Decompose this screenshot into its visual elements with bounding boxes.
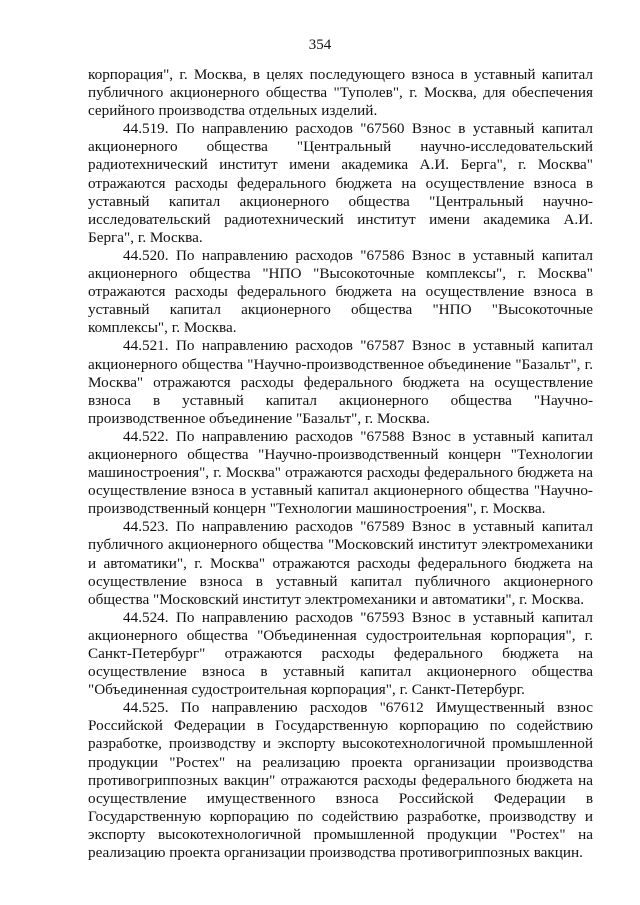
paragraph-44-521: 44.521. По направлению расходов "67587 Взнос в уставный капитал акционерного общества "Научно-производственное объединение "Базальт", г. Москва" отражаются расходы федерального бюджета на осуществление взноса в уставный капитал акционерного общества "Научно-производственное объединение "Базальт", г. Москва. xyxy=(88,337,593,427)
document-body xyxy=(88,66,593,862)
paragraph-44-525: 44.525. По направлению расходов "67612 Имущественный взнос Российской Федерации в Государственную корпорацию по содействию разработке, производству и экспорту высокотехнологичной промышленной продукции "Ростех" на реализацию проекта организации производства противогриппозных вакцин" отражаются расходы федерального бюджета на осуществление имущественного взноса Российской Федерации в Государственную корпорацию по содействию разработке, производству и экспорту высокотехнологичной промышленной продукции "Ростех" на реализацию проекта организации производства противогриппозных вакцин. xyxy=(88,699,593,862)
page-number: 354 xyxy=(308,37,332,53)
paragraph-continuation: корпорация", г. Москва, в целях последующего взноса в уставный капитал публичного акционерного общества "Туполев", г. Москва, для обеспечения серийного производства отдельных изделий. xyxy=(88,66,593,120)
paragraph-44-524: 44.524. По направлению расходов "67593 Взнос в уставный капитал акционерного общества "Объединенная судостроительная корпорация", г. Санкт-Петербург" отражаются расходы федерального бюджета на осуществление взноса в уставный капитал акционерного общества "Объединенная судостроительная корпорация", г. Санкт-Петербург. xyxy=(88,608,593,699)
paragraph-44-519: 44.519. По направлению расходов "67560 Взнос в уставный капитал акционерного общества "Центральный научно-исследовательский радиотехнический институт имени академика А.И. Берга", г. Москва" отражаются расходы федерального бюджета на осуществление взноса в уставный капитал акционерного общества "Центральный научно-исследовательский радиотехнический институт имени академика А.И. Берга", г. Москва. xyxy=(88,120,593,246)
paragraph-44-523: 44.523. По направлению расходов "67589 Взнос в уставный капитал публичного акционерного общества "Московский институт электромеханики и автоматики", г. Москва" отражаются расходы федерального бюджета на осуществление взноса в уставный капитал публичного акционерного общества "Московский институт электромеханики и автоматики", г. Москва. xyxy=(88,518,593,608)
paragraph-44-522: 44.522. По направлению расходов "67588 Взнос в уставный капитал акционерного общества "Научно-производственный концерн "Технологии машиностроения", г. Москва" отражаются расходы федерального бюджета на осуществление взноса в уставный капитал акционерного общества "Научно-производственный концерн "Технологии машиностроения", г. Москва. xyxy=(88,427,593,518)
paragraph-44-520: 44.520. По направлению расходов "67586 Взнос в уставный капитал акционерного общества "НПО "Высокоточные комплексы", г. Москва" отражаются расходы федерального бюджета на осуществление взноса в уставный капитал акционерного общества "НПО "Высокоточные комплексы", г. Москва. xyxy=(88,246,593,337)
